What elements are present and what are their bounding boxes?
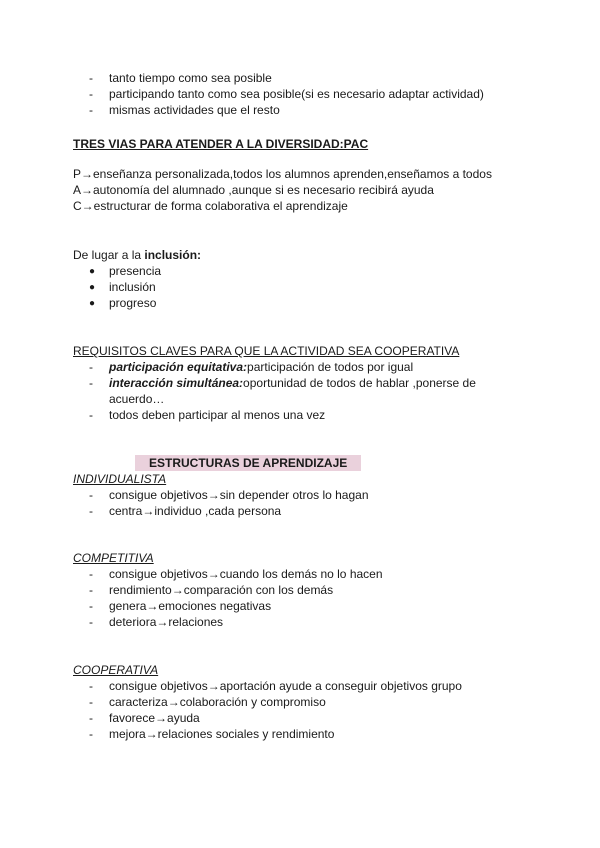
list-dash: - bbox=[89, 711, 93, 725]
list-item: consigue objetivos→sin depender otros lo hagan bbox=[109, 488, 369, 502]
list-dash: - bbox=[89, 87, 93, 101]
list-dash: - bbox=[89, 679, 93, 693]
subheading-individualista: INDIVIDUALISTA bbox=[73, 472, 167, 486]
list-item-text: oportunidad de todos de hablar ,ponerse de bbox=[243, 376, 476, 390]
list-item: todos deben participar al menos una vez bbox=[109, 408, 326, 422]
list-item: genera→emociones negativas bbox=[109, 599, 272, 613]
list-dash: - bbox=[89, 567, 93, 581]
list-item: mejora→relaciones sociales y rendimiento bbox=[109, 727, 335, 741]
list-dash: - bbox=[89, 695, 93, 709]
list-dash: - bbox=[89, 408, 93, 422]
list-item-text: participación de todos por igual bbox=[247, 360, 414, 374]
text-line: A→autonomía del alumnado ,aunque si es necesario recibirá ayuda bbox=[73, 183, 434, 197]
list-item: participando tanto como sea posible(si es necesario adaptar actividad) bbox=[109, 87, 484, 101]
list-dash: - bbox=[89, 103, 93, 117]
highlighted-heading: ESTRUCTURAS DE APRENDIZAJE bbox=[135, 455, 361, 471]
list-dash: - bbox=[89, 615, 93, 629]
list-item: centra→individuo ,cada persona bbox=[109, 504, 282, 518]
list-item: presencia bbox=[109, 264, 162, 278]
list-item-bold: interacción simultánea: bbox=[109, 376, 244, 390]
section-heading-requisitos: REQUISITOS CLAVES PARA QUE LA ACTIVIDAD SEA COOPERATIVA bbox=[73, 344, 460, 358]
list-item: mismas actividades que el resto bbox=[109, 103, 280, 117]
list-dash: - bbox=[89, 727, 93, 741]
list-item: consigue objetivos→cuando los demás no lo hacen bbox=[109, 567, 383, 581]
list-item: deteriora→relaciones bbox=[109, 615, 224, 629]
list-dash: - bbox=[89, 488, 93, 502]
list-item: consigue objetivos→aportación ayude a conseguir objetivos grupo bbox=[109, 679, 462, 693]
inclusion-intro bbox=[73, 248, 201, 263]
list-item-bold: participación equitativa: bbox=[109, 360, 248, 374]
list-item: progreso bbox=[109, 296, 157, 310]
bullet-icon: ● bbox=[89, 282, 96, 293]
section-heading-tres-vias: TRES VIAS PARA ATENDER A LA DIVERSIDAD:PAC bbox=[73, 137, 369, 151]
list-dash: - bbox=[89, 360, 93, 374]
list-item: inclusión bbox=[109, 280, 156, 294]
list-item bbox=[109, 360, 413, 375]
subheading-cooperativa: COOPERATIVA bbox=[73, 663, 159, 677]
text-line: C→estructurar de forma colaborativa el aprendizaje bbox=[73, 199, 348, 213]
list-item-continuation: acuerdo… bbox=[109, 392, 165, 406]
bullet-icon: ● bbox=[89, 266, 96, 277]
list-dash: - bbox=[89, 599, 93, 613]
inclusion-intro-bold: inclusión: bbox=[144, 248, 202, 262]
list-item: favorece→ayuda bbox=[109, 711, 200, 725]
list-item: caracteriza→colaboración y compromiso bbox=[109, 695, 326, 709]
inclusion-intro-text: De lugar a la bbox=[73, 248, 145, 262]
subheading-competitiva: COMPETITIVA bbox=[73, 551, 154, 565]
list-dash: - bbox=[89, 504, 93, 518]
list-dash: - bbox=[89, 71, 93, 85]
list-item: tanto tiempo como sea posible bbox=[109, 71, 272, 85]
list-dash: - bbox=[89, 583, 93, 597]
list-item bbox=[109, 376, 476, 391]
text-line: P→enseñanza personalizada,todos los alumnos aprenden,enseñamos a todos bbox=[73, 167, 492, 181]
section-heading-estructuras bbox=[135, 456, 361, 471]
bullet-icon: ● bbox=[89, 298, 96, 309]
list-item: rendimiento→comparación con los demás bbox=[109, 583, 334, 597]
list-dash: - bbox=[89, 376, 93, 390]
